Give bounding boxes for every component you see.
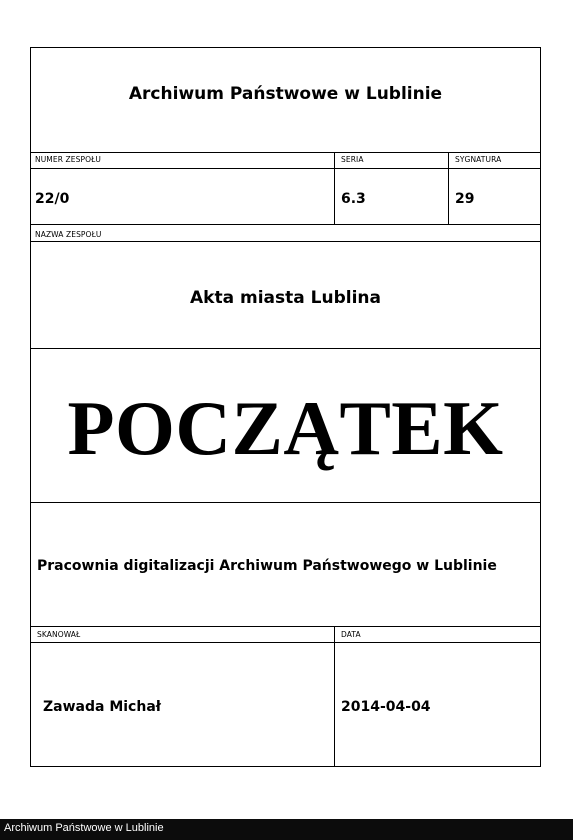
footer-text: Archiwum Państwowe w Lublinie [4, 822, 164, 834]
digitization-lab: Pracownia digitalizacji Archiwum Państwowego w Lublinie [37, 558, 497, 574]
scanned-by-value: Zawada Michał [43, 699, 161, 715]
fonds-number-label: NUMER ZESPOŁU [35, 155, 101, 164]
divider [31, 152, 540, 153]
footer-bar [0, 819, 573, 840]
fonds-name-label: NAZWA ZESPOŁU [35, 230, 102, 239]
divider [31, 224, 540, 225]
divider [334, 152, 335, 224]
fonds-name-value: Akta miasta Lublina [190, 288, 381, 308]
divider [448, 152, 449, 224]
divider [31, 626, 540, 627]
divider [334, 626, 335, 767]
divider [31, 241, 540, 242]
series-label: SERIA [341, 155, 364, 164]
series-value: 6.3 [341, 191, 366, 207]
signature-value: 29 [455, 191, 475, 207]
signature-label: SYGNATURA [455, 155, 502, 164]
start-marker: POCZĄTEK [67, 385, 504, 471]
divider [31, 642, 540, 643]
divider [31, 168, 540, 169]
divider [31, 502, 540, 503]
scanned-by-label: SKANOWAŁ [37, 630, 81, 639]
divider [31, 348, 540, 349]
date-value: 2014-04-04 [341, 699, 431, 715]
fonds-number-value: 22/0 [35, 191, 70, 207]
archive-index-card [30, 47, 541, 767]
date-label: DATA [341, 630, 361, 639]
archive-title: Archiwum Państwowe w Lublinie [128, 84, 443, 104]
